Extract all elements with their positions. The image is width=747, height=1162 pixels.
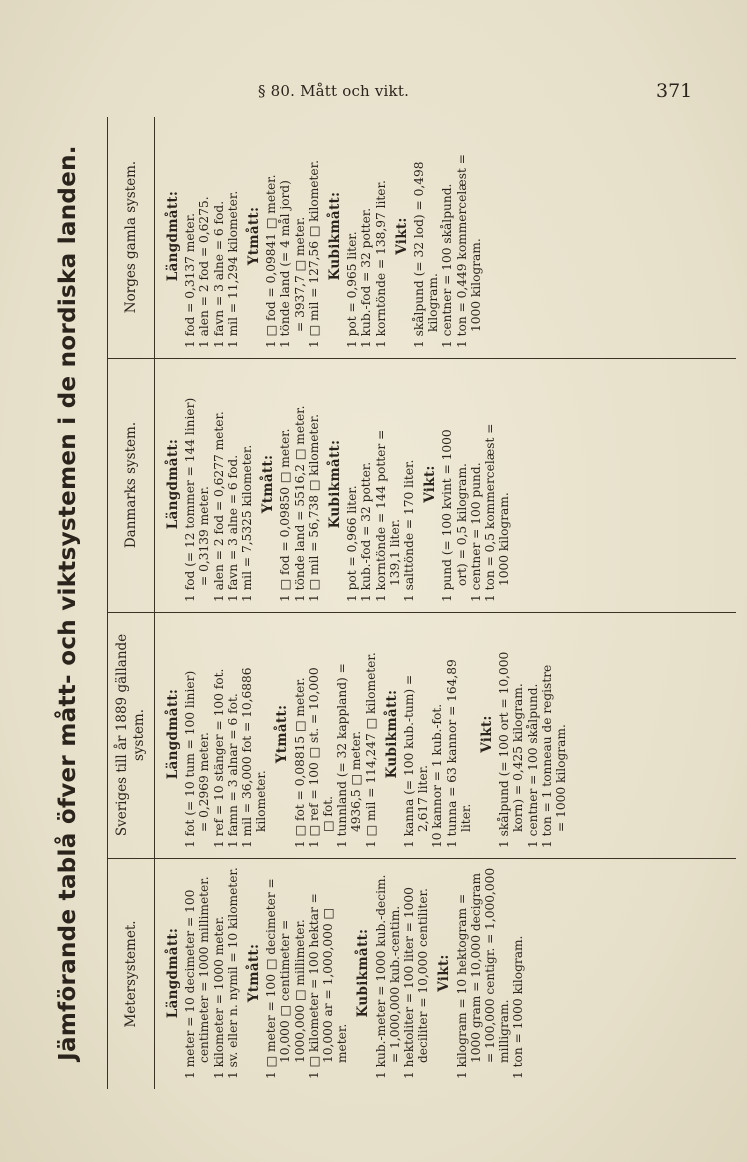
table-line: = 0,3139 meter. (197, 486, 212, 586)
table-title: Jämförande tablå öfver mått- och viktsystemen i de nordiska landen. (55, 145, 81, 1061)
section-heading: Vikt: (393, 217, 410, 255)
column-body (166, 620, 568, 848)
table-line: 1 tönde land (= 4 mål jord) (278, 180, 293, 348)
section-heading: Vikt: (479, 715, 496, 753)
table-line: = 3937,7 □ meter. (292, 216, 307, 332)
section-heading: Vikt: (422, 465, 439, 503)
table-line: 1 mil = 7,5325 kilometer. (240, 444, 255, 602)
section-heading: Ytmått: (274, 704, 291, 764)
table-line: 1 ton = 0,449 kommercelæst = (454, 154, 469, 348)
table-line: 2,617 liter. (416, 764, 431, 832)
table-line: 1 □ mil = 56,738 □ kilometer. (306, 414, 321, 602)
column-norwegian-system (108, 116, 736, 359)
table-line: 1 fod (= 12 tommer = 144 linier) (183, 397, 198, 602)
table-line: 1 favn = 3 alne = 6 fod. (225, 454, 240, 602)
table-line: 1 □ mil = 114,247 □ kilometer. (363, 652, 378, 848)
section-heading: Ytmått: (246, 943, 263, 1003)
table-line: = 1,000,000 kub.-centim. (387, 905, 402, 1063)
section-heading: Längdmått: (165, 438, 181, 530)
table-line: 1000,000 □ millimeter. (292, 919, 307, 1063)
table-line: = 0,2969 meter. (197, 732, 212, 832)
table-line: 1 mil = 36,000 fot = 10,6886 (240, 667, 255, 848)
table-line: 1 tönde land = 5516,2 □ meter. (292, 405, 307, 602)
page-number: 371 (656, 80, 693, 102)
section-heading: Kubikmått: (383, 689, 400, 779)
table-line: = 1000 kilogram. (554, 724, 569, 832)
column-metric-system (108, 859, 736, 1089)
table-line: kilometer. (254, 770, 269, 832)
section-heading: Ytmått: (246, 206, 263, 266)
table-line: 1 ton = 0,5 kommercelæst = (483, 423, 498, 602)
table-line: □ fot. (321, 795, 336, 832)
table-line: 1 mil = 11,294 kilometer. (225, 190, 240, 348)
section-heading: Vikt: (436, 954, 453, 992)
section-heading: Ytmått: (260, 454, 277, 514)
table-line: 1 fot (= 10 tum = 100 linier) (183, 670, 198, 848)
table-line: 1 salttönde = 170 liter. (402, 459, 417, 602)
table-line: 1 kilogram = 10 hektogram = (454, 893, 469, 1079)
table-line: 1 pot = 0,965 liter. (345, 231, 360, 348)
table-line: 1 korntönde = 144 potter = (373, 429, 388, 602)
section-heading: Kubikmått: (355, 928, 372, 1018)
rotated-table-block (45, 117, 735, 1089)
table-line: ort) = 0,5 kilogram. (454, 463, 469, 586)
table-line: 1 □ kilometer = 100 hektar = (306, 893, 321, 1079)
table-line: 1 korntönde = 138,97 liter. (373, 180, 388, 348)
table-line: 1 skålpund (= 100 ort = 10,000 (497, 651, 512, 848)
table-line: 1 □ fot = 0,08815 □ meter. (292, 677, 307, 848)
table-line: 10 kannor = 1 kub.-fot. (430, 703, 445, 848)
table-line: 1000 gram = 10,000 decigram (468, 872, 483, 1063)
table-line: 1 tunnland (= 32 kappland) = (335, 663, 350, 848)
table-line: 1 favn = 3 alne = 6 fod. (211, 200, 226, 348)
table-line: 1 sv. eller n. nymil = 10 kilometer. (225, 867, 240, 1079)
table-line: 1 centner = 100 skålpund. (440, 183, 455, 348)
section-heading: Kubikmått: (327, 439, 344, 529)
column-swedish-system (108, 612, 736, 859)
table-line: 1 meter = 10 decimeter = 100 (183, 889, 198, 1079)
table-line: 1 □ ref = 100 □ st. = 10,000 (306, 667, 321, 848)
table-line: = 100,000 centigr. = 1,000,000 (483, 867, 498, 1063)
section-heading: Längdmått: (165, 927, 181, 1019)
table-line: liter. (458, 803, 473, 832)
table-line: 1000 kilogram. (468, 238, 483, 332)
column-body (166, 366, 511, 602)
table-line: 1 ref = 10 stänger = 100 fot. (211, 668, 226, 848)
table-line: 1 kub.-fod = 32 potter. (359, 461, 374, 602)
table-line: 1 □ meter = 100 □ decimeter = (264, 878, 279, 1079)
table-line: 1 kub.-fod = 32 potter. (359, 207, 374, 348)
table-line: 1 alen = 2 fod = 0,6275. (197, 196, 212, 348)
table-line: 1 pot = 0,966 liter. (345, 485, 360, 602)
table-line: centimeter = 1000 millimeter. (197, 876, 212, 1063)
table-line: 1000 kilogram. (497, 492, 512, 586)
table-line: 10,000 ar = 1,000,000 □ meter. (321, 904, 350, 1063)
table-line: 1 kilometer = 1000 meter. (211, 916, 226, 1079)
section-heading: Kubikmått: (327, 191, 344, 281)
table-line: 1 fod = 0,3137 meter. (183, 213, 198, 348)
table-line: 1 ton = 1 tonneau de registre (539, 664, 554, 848)
table-line: 1 centner = 100 pund. (468, 462, 483, 602)
column-header: Metersystemet. (122, 920, 139, 1028)
table-line: 1 centner = 100 skålpund. (525, 683, 540, 848)
table-line: milligram. (497, 999, 512, 1063)
table-line: 1 hektoliter = 100 liter = 1000 (402, 887, 417, 1079)
table-line: 1 pund (= 100 kvint = 1000 (440, 429, 455, 602)
table-line: 1 □ fod = 0,09850 □ meter. (278, 428, 293, 602)
table-line: 1 alen = 2 fod = 0,6277 meter. (211, 411, 226, 602)
column-body (166, 867, 526, 1079)
table-line: 1 □ fod = 0,09841 □ meter. (264, 174, 279, 348)
table-line: kilogram. (426, 273, 441, 332)
table-line: 1 ton = 1000 kilogram. (511, 935, 526, 1079)
table-line: 1 skålpund (= 32 lod) = 0,498 (412, 161, 427, 348)
table-line: 1 kub.-meter = 1000 kub.-decim. (373, 874, 388, 1079)
running-head: § 80. Mått och vikt. (258, 82, 410, 100)
column-danish-system (108, 358, 736, 613)
column-header: Danmarks system. (122, 421, 139, 549)
table-line: korn) = 0,425 kilogram. (511, 683, 526, 832)
table-line: 4936,5 □ meter. (349, 730, 364, 832)
column-body (166, 124, 483, 348)
table-line: 1 famn = 3 alnar = 6 fot. (225, 693, 240, 848)
section-heading: Längdmått: (165, 688, 181, 780)
table-line: 1 tunna = 63 kannor = 164,89 (444, 659, 459, 848)
comparison-table (107, 117, 736, 1089)
table-line: 1 □ mil = 127,56 □ kilometer. (306, 160, 321, 348)
table-line: 1 kanna (= 100 kub.-tum) = (402, 674, 417, 848)
column-header: Sveriges till år 1889 gällande system. (114, 633, 147, 837)
table-line: 139,1 liter. (387, 518, 402, 586)
section-heading: Längdmått: (165, 190, 181, 282)
column-header: Norges gamla system. (122, 160, 139, 314)
table-line: deciliter = 10,000 centiliter. (416, 888, 431, 1063)
table-line: 10,000 □ centimeter = (278, 919, 293, 1063)
